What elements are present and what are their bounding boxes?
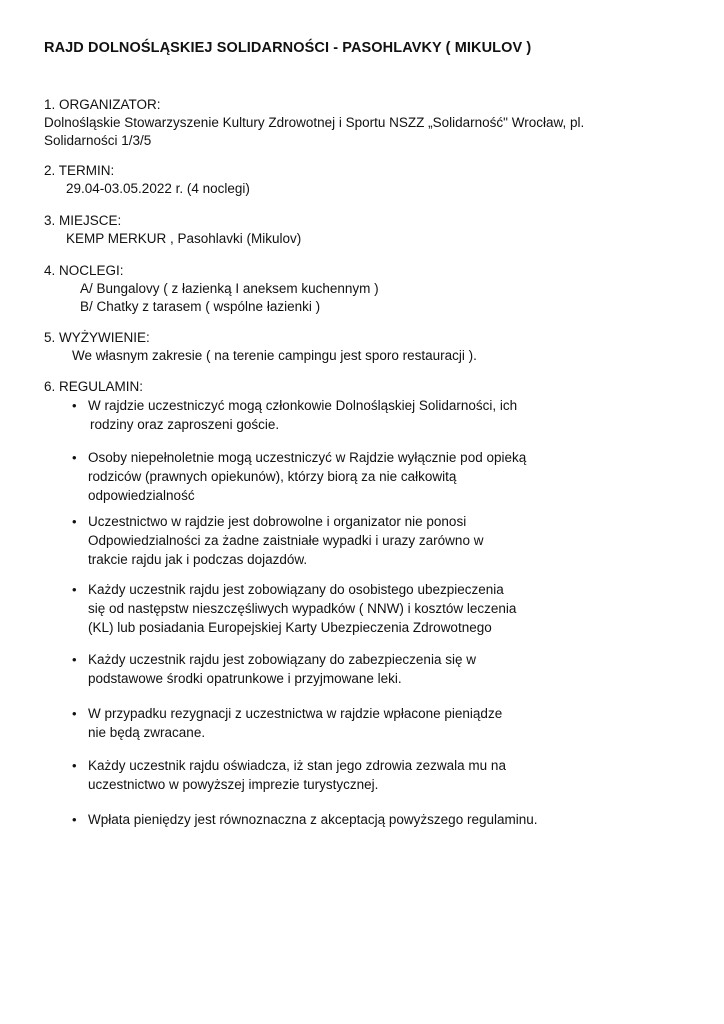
section-text: Solidarności 1/3/5	[44, 133, 152, 148]
section-heading: 1. ORGANIZATOR:	[44, 97, 161, 112]
list-item: • W rajdzie uczestniczyć mogą członkowie Dolnośląskiej Solidarności, ich rodziny oraz zaproszeni goście.	[72, 398, 518, 432]
section-noclegi	[44, 262, 379, 316]
section-heading: 2. TERMIN:	[44, 163, 115, 178]
bullet-icon: •	[72, 514, 77, 529]
section-heading: 5. WYŻYWIENIE:	[44, 330, 150, 345]
section-heading: 3. MIEJSCE:	[44, 213, 122, 228]
list-item: • Każdy uczestnik rajdu jest zobowiązany do zabezpieczenia się w podstawowe środki opatrunkowe i przyjmowane leki.	[72, 652, 476, 686]
section-termin	[44, 162, 250, 198]
section-text: B/ Chatky z tarasem ( wspólne łazienki )	[80, 299, 321, 314]
list-item: • W przypadku rezygnacji z uczestnictwa w rajdzie wpłacone pieniądze nie będą zwracane.	[72, 706, 503, 740]
section-organizator	[44, 96, 584, 150]
list-item: • Każdy uczestnik rajdu jest zobowiązany do osobistego ubezpieczenia się od następstw nieszczęśliwych wypadków ( NNW) i kosztów leczenia (KL) lub posiadania Europejskiej Karty Ubezpieczenia Zdrowotnego	[72, 582, 517, 635]
section-regulamin	[44, 378, 143, 396]
section-text: We własnym zakresie ( na terenie campingu jest sporo restauracji ).	[72, 348, 477, 363]
section-miejsce	[44, 212, 301, 248]
list-item: • Każdy uczestnik rajdu oświadcza, iż stan jego zdrowia zezwala mu na uczestnictwo w powyższej imprezie turystycznej.	[72, 758, 506, 792]
bullet-icon: •	[72, 706, 77, 721]
list-item: • Uczestnictwo w rajdzie jest dobrowolne i organizator nie ponosi Odpowiedzialności za żadne zaistniałe wypadki i urazy zarówno w trakcie rajdu jak i podczas dojazdów.	[72, 514, 484, 567]
bullet-icon: •	[72, 450, 77, 465]
section-wyzywienie	[44, 329, 477, 365]
page-title: RAJD DOLNOŚLĄSKIEJ SOLIDARNOŚCI - PASOHLAVKY ( MIKULOV )	[44, 40, 532, 56]
list-item: • Osoby niepełnoletnie mogą uczestniczyć w Rajdzie wyłącznie pod opieką rodziców (prawnych opiekunów), którzy biorą za nie całkowitą odpowiedzialność	[72, 450, 527, 503]
section-text: KEMP MERKUR , Pasohlavki (Mikulov)	[66, 231, 302, 246]
section-heading: 4. NOCLEGI:	[44, 263, 124, 278]
bullet-icon: •	[72, 758, 77, 773]
bullet-icon: •	[72, 582, 77, 597]
section-text: 29.04-03.05.2022 r. (4 noclegi)	[66, 181, 250, 196]
bullet-icon: •	[72, 812, 77, 827]
bullet-icon: •	[72, 652, 77, 667]
list-item: • Wpłata pieniędzy jest równoznaczna z akceptacją powyższego regulaminu.	[72, 812, 538, 827]
section-text: Dolnośląskie Stowarzyszenie Kultury Zdrowotnej i Sportu NSZZ „Solidarność" Wrocław, pl.	[44, 115, 585, 130]
section-text: A/ Bungalovy ( z łazienką I aneksem kuchennym )	[80, 281, 379, 296]
section-heading: 6. REGULAMIN:	[44, 379, 144, 394]
bullet-icon: •	[72, 398, 77, 413]
